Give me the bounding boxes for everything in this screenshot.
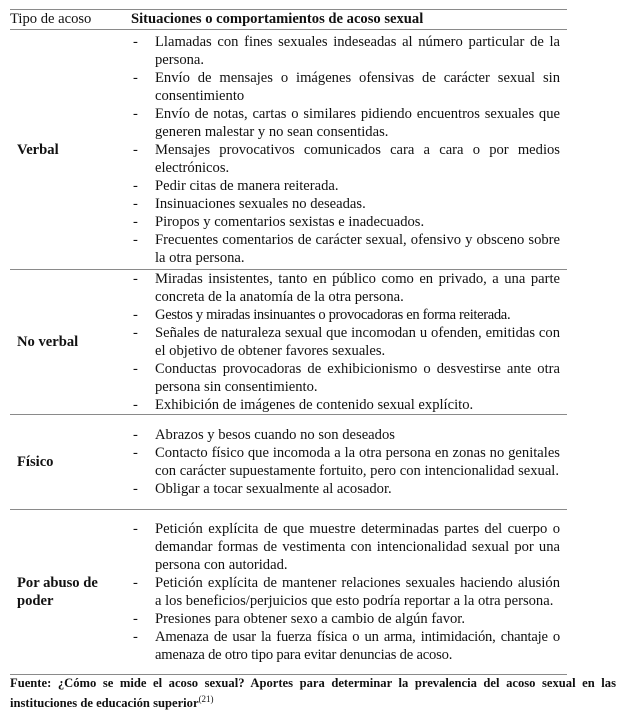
situations-list	[133, 33, 567, 267]
list-item: - Presiones para obtener sexo a cambio de algún favor.	[133, 611, 466, 627]
situations-list	[133, 520, 567, 664]
citation-reference: (21)	[198, 694, 214, 704]
harassment-table	[10, 9, 567, 675]
bullet-dash: -	[133, 397, 138, 413]
group-abuso-de-poder	[10, 510, 567, 675]
group-type-label: Físico	[17, 454, 54, 470]
group-verbal	[10, 30, 567, 270]
list-item: - Envío de notas, cartas o similares pidiendo encuentros sexuales que generen malestar y no sean consentidas.	[133, 105, 560, 140]
bullet-dash: -	[133, 521, 138, 537]
bullet-dash: -	[133, 33, 138, 50]
bullet-dash: -	[133, 325, 138, 341]
group-fisico	[10, 415, 567, 510]
list-item: - Obligar a tocar sexualmente al acosador.	[133, 481, 392, 497]
source-text: Fuente: ¿Cómo se mide el acoso sexual? Aportes para determinar la prevalencia del acoso sexual en las instituciones de educación superior	[10, 676, 616, 711]
list-item: - Pedir citas de manera reiterada.	[133, 177, 339, 194]
bullet-dash: -	[133, 231, 138, 248]
list-item: - Insinuaciones sexuales no deseadas.	[133, 195, 366, 212]
table-header	[10, 10, 567, 30]
list-item: - Envío de mensajes o imágenes ofensivas de carácter sexual sin consentimiento	[133, 69, 560, 104]
bullet-dash: -	[133, 271, 138, 287]
list-item: - Piropos y comentarios sexistas e inadecuados.	[133, 213, 425, 230]
bullet-dash: -	[133, 105, 138, 122]
list-item: - Contacto físico que incomoda a la otra persona en zonas no genitales con carácter supuestamente fortuito, pero con intencionalidad sexual.	[133, 445, 560, 479]
list-item: - Miradas insistentes, tanto en público como en privado, a una parte concreta de la anatomía de la otra persona.	[133, 271, 560, 305]
list-item: - Amenaza de usar la fuerza física o un arma, intimidación, chantaje o amenaza de otro tipo para evitar denuncias de acoso.	[133, 629, 560, 663]
bullet-dash: -	[133, 611, 138, 627]
list-item: - Frecuentes comentarios de carácter sexual, ofensivo y obsceno sobre la otra persona.	[133, 231, 560, 266]
bullet-dash: -	[133, 69, 138, 86]
bullet-dash: -	[133, 481, 138, 497]
list-item: - Mensajes provocativos comunicados cara a cara o por medios electrónicos.	[133, 141, 560, 176]
header-situations: Situaciones o comportamientos de acoso sexual	[131, 11, 424, 27]
bullet-dash: -	[133, 427, 138, 443]
header-type: Tipo de acoso	[10, 11, 92, 27]
list-item: - Llamadas con fines sexuales indeseadas al número particular de la persona.	[133, 33, 560, 68]
list-item: - Gestos y miradas insinuantes o provocadoras en forma reiterada.	[133, 307, 511, 323]
bullet-dash: -	[133, 361, 138, 377]
list-item: - Exhibición de imágenes de contenido sexual explícito.	[133, 397, 474, 413]
list-item: - Señales de naturaleza sexual que incomodan u ofenden, emitidas con el objetivo de obtener favores sexuales.	[133, 325, 560, 359]
list-item: - Conductas provocadoras de exhibicionismo o desvestirse ante otra persona sin consentimiento.	[133, 361, 560, 395]
bullet-dash: -	[133, 213, 138, 230]
group-type-label: Verbal	[17, 141, 59, 158]
situations-list	[133, 270, 567, 414]
table-source-note	[10, 675, 616, 711]
list-item: - Abrazos y besos cuando no son deseados	[133, 427, 395, 443]
bullet-dash: -	[133, 195, 138, 212]
bullet-dash: -	[133, 141, 138, 158]
bullet-dash: -	[133, 445, 138, 461]
list-item: - Petición explícita de que muestre determinadas partes del cuerpo o demandar formas de vestimenta con intencionalidad sexual por una persona con autoridad.	[133, 521, 560, 573]
bullet-dash: -	[133, 629, 138, 645]
list-item: - Petición explícita de mantener relaciones sexuales haciendo alusión a los beneficios/perjuicios que esto podría reportar a la otra persona.	[133, 575, 560, 609]
bullet-dash: -	[133, 177, 138, 194]
bullet-dash: -	[133, 307, 138, 323]
bullet-dash: -	[133, 575, 138, 591]
group-no-verbal	[10, 270, 567, 415]
situations-list	[133, 426, 567, 498]
group-type-label: No verbal	[17, 334, 79, 350]
group-type-label: Por abuso de poder	[17, 575, 98, 609]
